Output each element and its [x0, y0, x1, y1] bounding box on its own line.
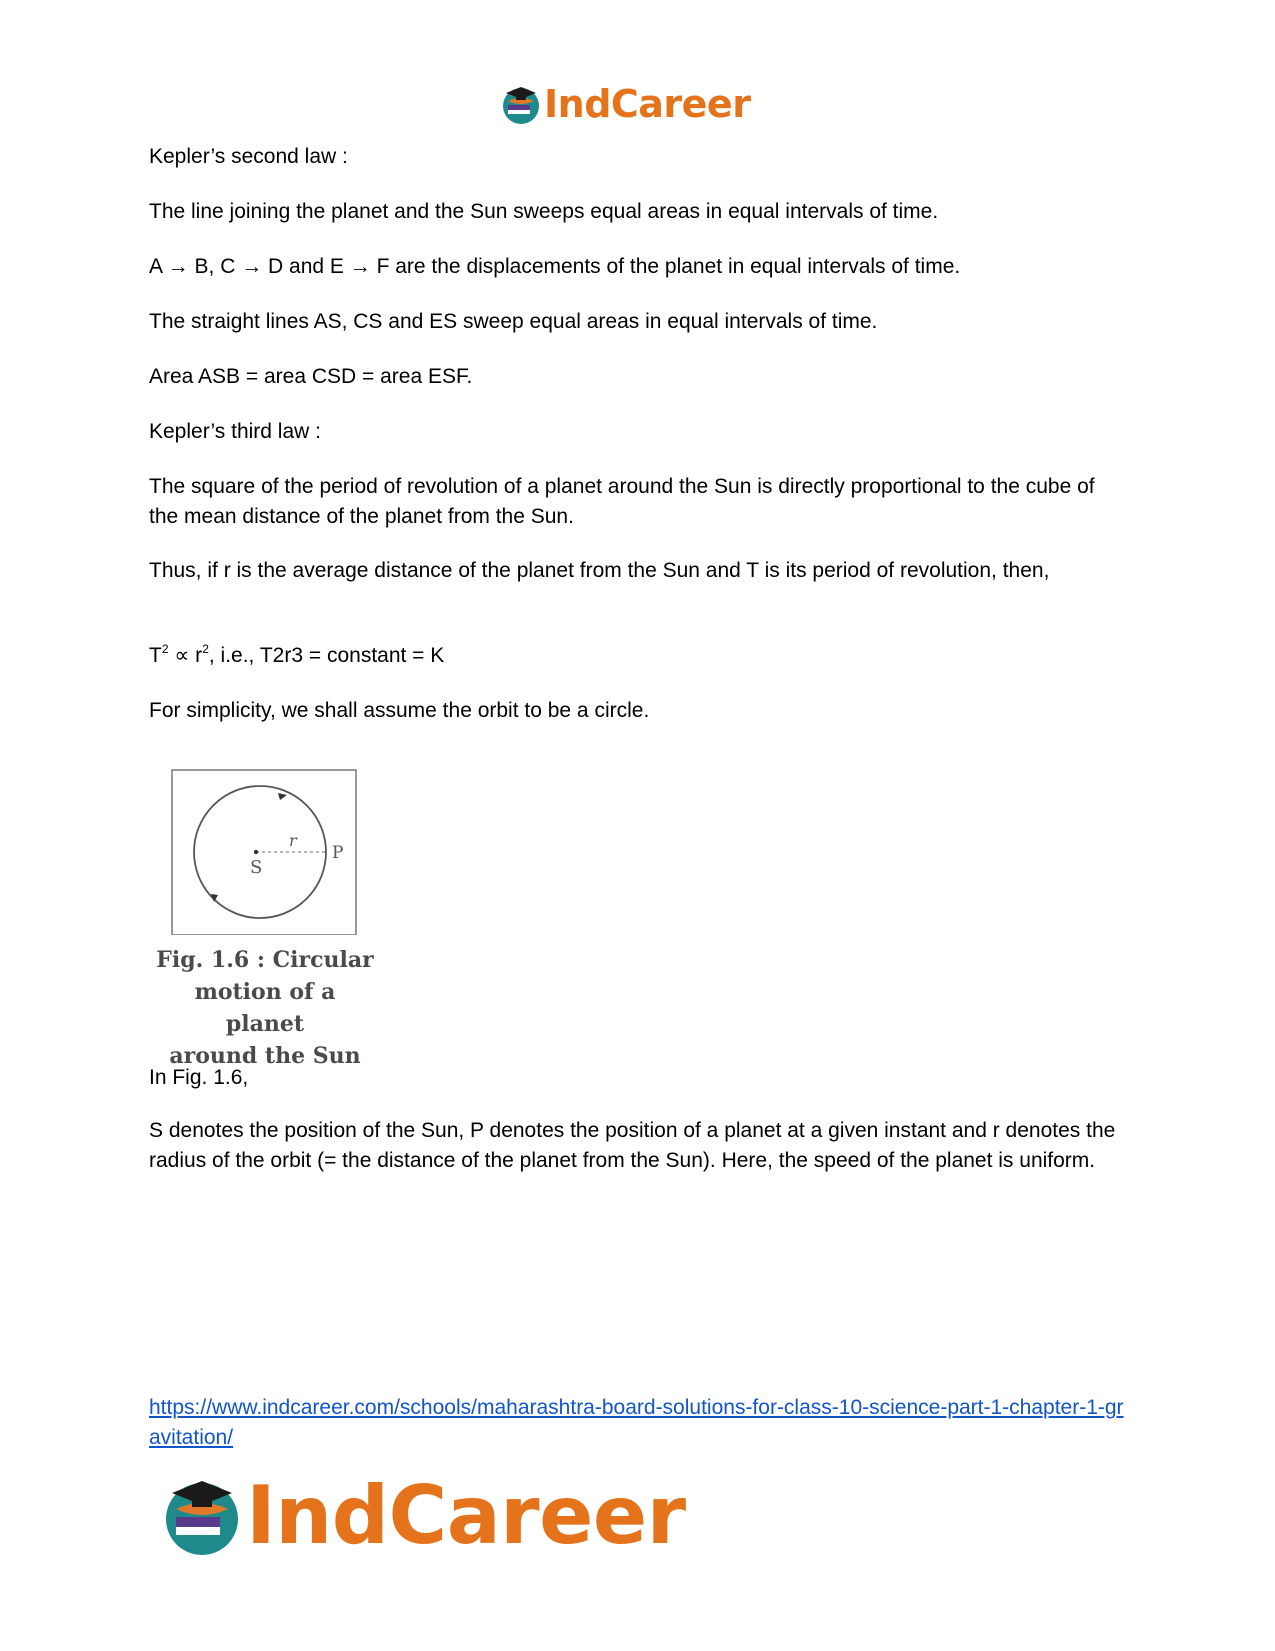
indcareer-logo-top — [500, 78, 750, 130]
logo-text: IndCareer — [246, 1468, 686, 1562]
paragraph: Kepler’s third law : — [149, 420, 321, 443]
paragraph: S denotes the position of the Sun, P denotes the position of a planet at a given instant and r denotes the radius of the orbit (= the distance of the planet from the Sun). Here, the speed of the planet is uniform. — [149, 1119, 1116, 1172]
figure-circular-orbit — [155, 760, 375, 1072]
paragraph: The line joining the planet and the Sun sweeps equal areas in equal intervals of time. — [149, 200, 939, 223]
paragraph: The square of the period of revolution of a planet around the Sun is directly proportional to the cube of the mean distance of the planet from the Sun. — [149, 475, 1095, 528]
logo-text: IndCareer — [544, 82, 751, 126]
figure-caption: Fig. 1.6 : Circular motion of a planet around the Sun — [156, 947, 374, 1069]
indcareer-logo-bottom — [160, 1470, 686, 1560]
paragraph: Kepler’s second law : — [149, 145, 348, 168]
paragraph: In Fig. 1.6, — [149, 1066, 249, 1089]
formula-line: $T^2 \propto r^2$, i.e., T2r3 = constant = K — [149, 642, 445, 667]
svg-text:S: S — [250, 857, 263, 878]
paragraph: For simplicity, we shall assume the orbit to be a circle. — [149, 699, 650, 722]
paragraph: The straight lines AS, CS and ES sweep equal areas in equal intervals of time. — [149, 310, 878, 333]
globe-graduation-cap-icon — [160, 1473, 244, 1557]
globe-graduation-cap-icon — [500, 83, 542, 125]
svg-text:P: P — [332, 843, 344, 863]
svg-text:r: r — [289, 831, 297, 850]
orbit-diagram — [170, 760, 360, 935]
paragraph: Thus, if r is the average distance of the planet from the Sun and T is its period of revolution, then, — [149, 559, 1050, 582]
paragraph: A → B, C → D and E → F are the displacements of the planet in equal intervals of time. — [149, 255, 961, 278]
paragraph: Area ASB = area CSD = area ESF. — [149, 365, 473, 388]
source-link[interactable]: https://www.indcareer.com/schools/maharashtra-board-solutions-for-class-10-science-part-1-chapter-1-gravitation/ — [149, 1396, 1124, 1449]
